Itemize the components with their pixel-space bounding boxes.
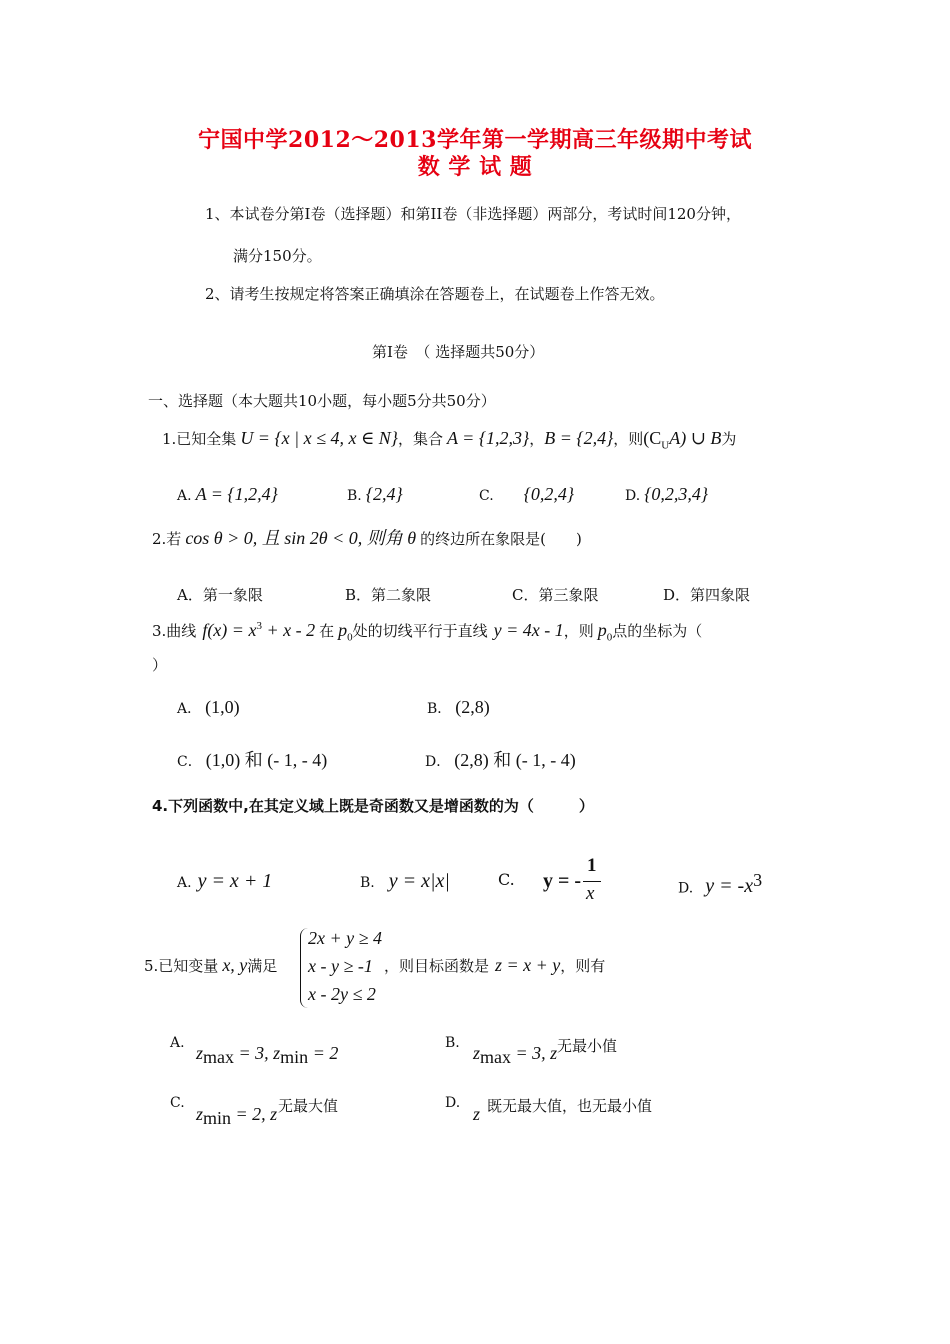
instruction-1-line-2: 满分150分。 [233, 247, 322, 265]
q1-comma: ， [529, 430, 545, 448]
q1-prefix: 1.已知全集 [162, 430, 237, 448]
q3-point-p0-b: $p_0$ [597, 620, 613, 644]
q5-option-c[interactable]: $z_{min} = 2$, z [196, 1104, 278, 1129]
q1-mid1: ，集合 [397, 430, 443, 448]
q3-end-paren: ） [152, 656, 168, 674]
question-3: 3.曲线 $f(x) = x^3 + x - 2$ 在 $p_0$处的切线平行于直线 y = 4x - 1，则 $p_0$点的坐标为（ [152, 620, 703, 644]
q3-line: y = 4x - 1 [493, 620, 564, 640]
constraint-1: 2x + y ≥ 4 [308, 928, 383, 948]
q2-option-b[interactable]: B．第二象限 [345, 586, 432, 604]
q1-option-c[interactable]: C. {0,2,4} [479, 484, 575, 504]
q5-option-a-label[interactable]: A. [170, 1035, 185, 1051]
q1-option-a[interactable]: A. A = {1,2,4} [177, 484, 278, 504]
q3-option-c[interactable]: C． (1,0) 和 (- 1, - 4) [177, 750, 328, 770]
exam-title: 宁国中学2012～2013学年第一学期高三年级期中考试 [198, 127, 752, 153]
q5-option-b[interactable]: $z_{max} = 3$, z [473, 1043, 558, 1068]
q1-expr: $(C_UA)$ ∪ B [643, 428, 722, 452]
part-title: 一、选择题（本大题共10小题，每小题5分共50分） [148, 392, 496, 410]
question-2: 2.若 cos θ > 0, 且 sin 2θ < 0, 则角 θ 的终边所在象限是( ) [152, 528, 582, 548]
q5-option-d[interactable]: z [473, 1104, 481, 1124]
question-1 [162, 428, 736, 452]
q4-option-d[interactable]: D. $y = -x^3$ [678, 870, 763, 898]
q5-option-a[interactable]: $z_{max} = 3$, $z_{min} = 2$ [196, 1043, 339, 1068]
constraint-2: x - y ≥ -1 [308, 956, 373, 976]
q4-option-a[interactable]: A. y = x + 1 [177, 870, 273, 892]
q3-option-b[interactable]: B． (2,8) [427, 697, 490, 717]
constraint-3: x - 2y ≤ 2 [308, 984, 376, 1004]
q2-option-c[interactable]: C．第三象限 [512, 586, 599, 604]
q1-option-b[interactable]: B. {2,4} [347, 484, 403, 504]
q1-set-a: A = {1,2,3} [447, 428, 530, 448]
q5-option-d-label[interactable]: D. [445, 1095, 461, 1111]
q2-option-a[interactable]: A．第一象限 [177, 586, 263, 604]
question-4: 4.下列函数中,在其定义域上既是奇函数又是增函数的为（ ） [152, 797, 594, 815]
q4-option-c-label[interactable]: C. [498, 870, 515, 889]
q4-option-b[interactable]: B. y = x|x| [360, 870, 450, 892]
q5-option-b-label[interactable]: B. [445, 1035, 460, 1051]
q1-set-u: U = {x | x ≤ 4, x ∈ N} [240, 428, 398, 448]
q1-mid2: ，则 [613, 430, 644, 448]
q3-point-p0: $p_0$ [338, 620, 353, 644]
q3-option-a[interactable]: A． (1,0) [177, 697, 240, 717]
q3-option-d[interactable]: D． (2,8) 和 (- 1, - 4) [425, 750, 576, 770]
q5-option-c-text: 无最大值 [278, 1097, 339, 1115]
instruction-2: 2、请考生按规定将答案正确填涂在答题卷上，在试题卷上作答无效。 [205, 285, 665, 303]
question-5: 5.已知变量 x, y满足 [144, 955, 278, 975]
q3-function: $f(x) = x^3 + x - 2$ [202, 620, 316, 640]
q2-option-d[interactable]: D．第四象限 [663, 586, 751, 604]
q5-option-b-text: 无最小值 [557, 1037, 618, 1055]
q2-expr: cos θ > 0, 且 sin 2θ < 0, 则角 θ [185, 528, 417, 548]
volume-title: 第I卷 （ 选择题共50分） [372, 343, 545, 361]
fraction-bar [583, 881, 601, 882]
exam-subtitle: 数 学 试 题 [417, 154, 533, 180]
q5-option-c-label[interactable]: C. [170, 1095, 185, 1111]
q5-option-d-text: 既无最大值，也无最小值 [487, 1097, 653, 1115]
q1-suffix: 为 [721, 430, 737, 448]
instruction-1-line-1: 1、本试卷分第I卷（选择题）和第II卷（非选择题）两部分，考试时间120分钟， [205, 205, 741, 223]
q5-objective: ，则目标函数是 z = x + y，则有 [384, 955, 606, 975]
q1-set-b: B = {2,4} [544, 428, 614, 448]
q1-option-d[interactable]: D. {0,2,3,4} [625, 484, 709, 504]
